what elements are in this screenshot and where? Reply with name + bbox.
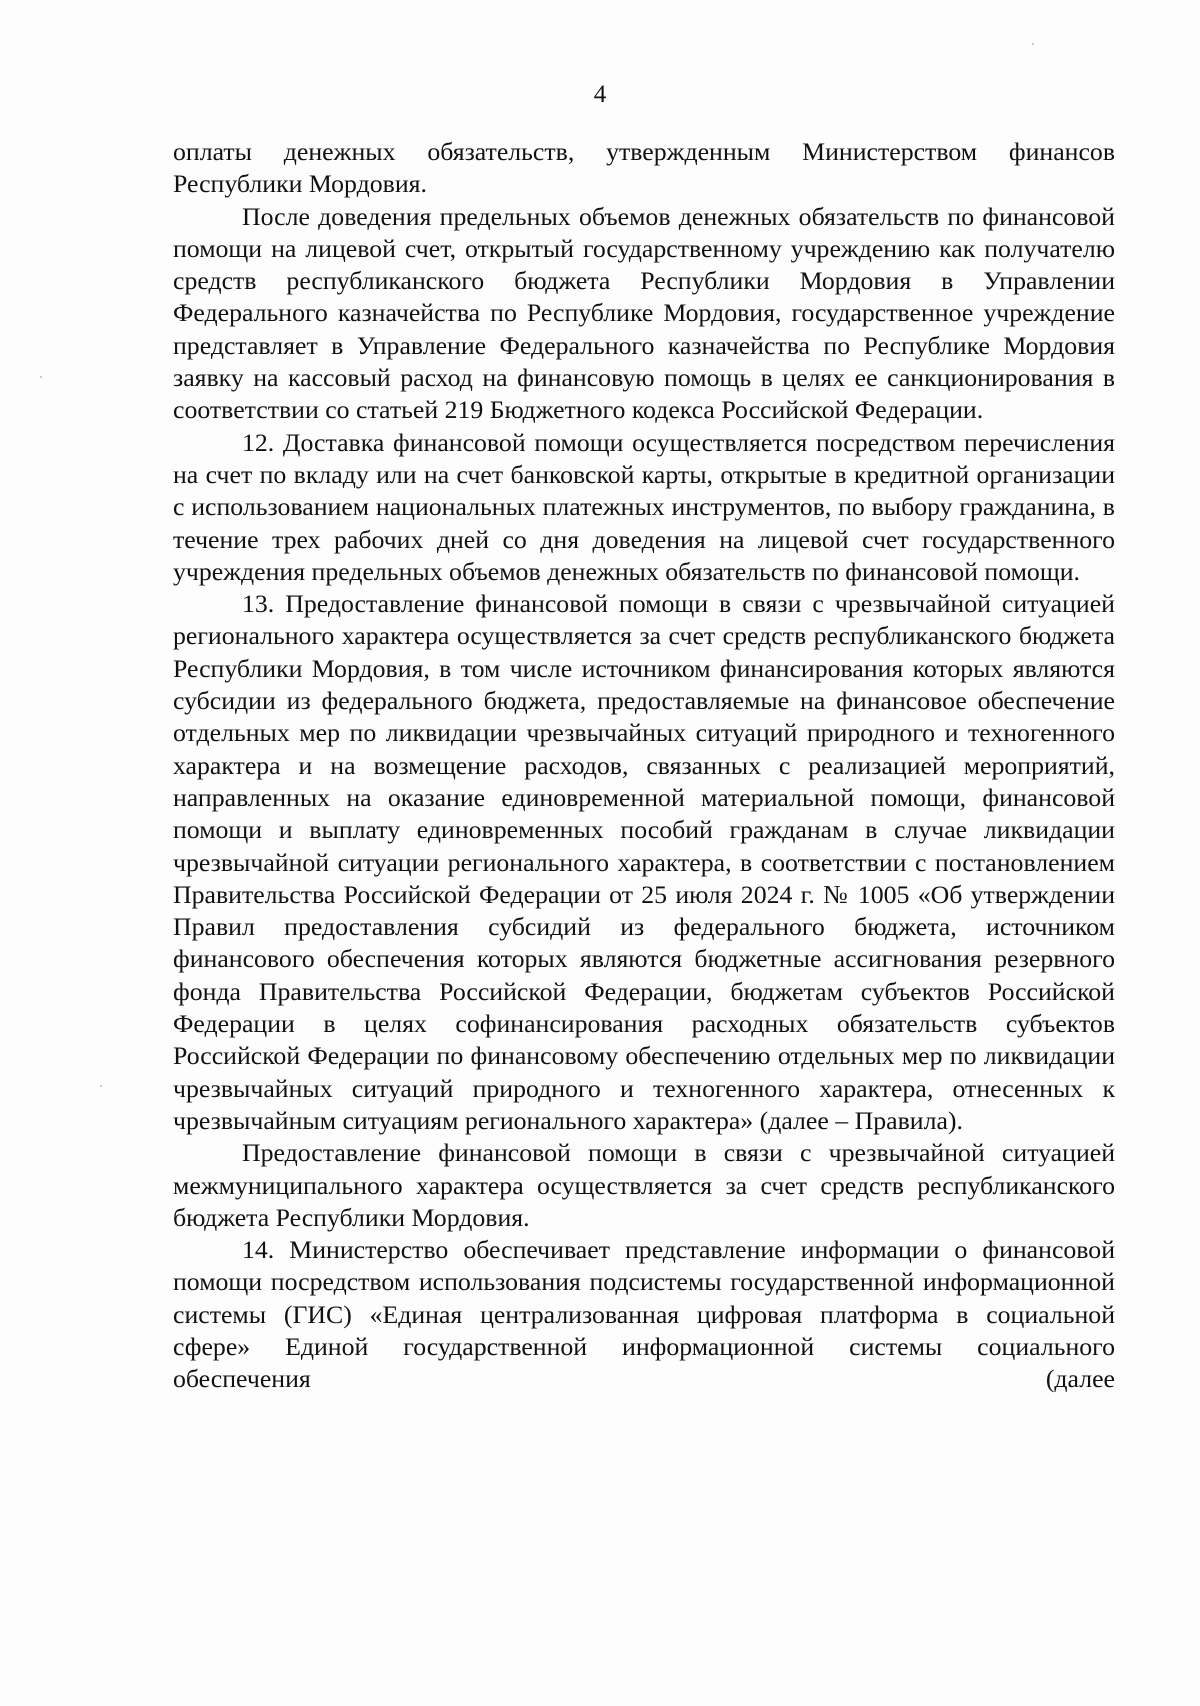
scan-speck	[100, 1085, 102, 1087]
paragraph-13-regional-emergency: 13. Предоставление финансовой помощи в связи с чрезвычайной ситуацией регионального характера осуществляется за счет средств республиканского бюджета Республики Мордовия, в том числе источником финансирования которых являются субсидии из федерального бюджета, предоставляемые на финансовое обеспечение отдельных мер по ликвидации чрезвычайных ситуаций природного и техногенного характера и на возмещение расходов, связанных с реализацией мероприятий, направленных на оказание единовременной материальной помощи, финансовой помощи и выплату единовременных пособий гражданам в случае ликвидации чрезвычайной ситуации регионального характера, в соответствии с постановлением Правительства Российской Федерации от 25 июля 2024 г. № 1005 «Об утверждении Правил предоставления субсидий из федерального бюджета, источником финансового обеспечения которых являются бюджетные ассигнования резервного фонда Правительства Российской Федерации, бюджетам субъектов Российской Федерации в целях софинансирования расходных обязательств субъектов Российской Федерации по финансовому обеспечению отдельных мер по ликвидации чрезвычайных ситуаций природного и техногенного характера, отнесенных к чрезвычайным ситуациям регионального характера» (далее – Правила).	[173, 589, 1115, 1135]
paragraph-14-information: 14. Министерство обеспечивает представление информации о финансовой помощи посредством использования подсистемы государственной информационной системы (ГИС) «Единая централизованная цифровая платформа в социальной сфере» Единой государственной информационной системы социального обеспечения (далее	[173, 1235, 1115, 1394]
scan-speck	[1032, 43, 1034, 45]
paragraph-continuation: оплаты денежных обязательств, утвержденным Министерством финансов Республики Мордовия.	[173, 137, 1115, 199]
paragraph-intermunicipal-emergency: Предоставление финансовой помощи в связи с чрезвычайной ситуацией межмуниципального характера осуществляется за счет средств республиканского бюджета Республики Мордовия.	[173, 1138, 1115, 1232]
document-body	[173, 136, 1115, 1396]
scan-speck	[40, 376, 42, 378]
paragraph-12-delivery: 12. Доставка финансовой помощи осуществляется посредством перечисления на счет по вкладу или на счет банковской карты, открытые в кредитной организации с использованием национальных платежных инструментов, по выбору гражданина, в течение трех рабочих дней со дня доведения на лицевой счет государственного учреждения предельных объемов денежных обязательств по финансовой помощи.	[173, 427, 1115, 586]
page-number: 4	[593, 81, 607, 108]
paragraph-treasury-request: После доведения предельных объемов денежных обязательств по финансовой помощи на лицевой счет, открытый государственному учреждению как получателю средств республиканского бюджета Республики Мордовия в Управлении Федерального казначейства по Республике Мордовия, государственное учреждение представляет в Управление Федерального казначейства по Республике Мордовия заявку на кассовый расход на финансовую помощь в целях ее санкционирования в соответствии со статьей 219 Бюджетного кодекса Российской Федерации.	[173, 201, 1115, 425]
